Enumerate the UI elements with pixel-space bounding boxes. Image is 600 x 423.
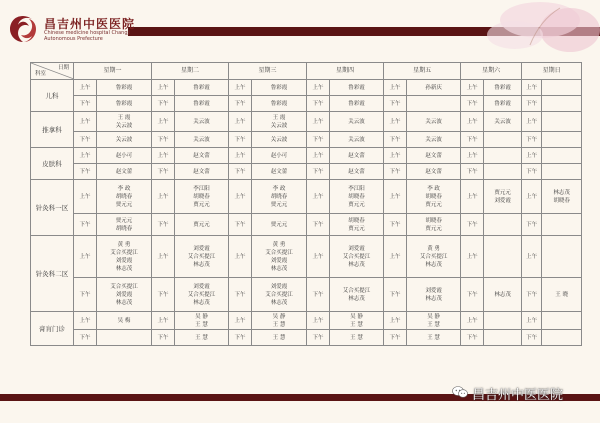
doctor-cell <box>542 236 582 278</box>
session-cell: 下午 <box>522 214 542 236</box>
session-cell: 下午 <box>229 278 252 312</box>
session-cell: 下午 <box>74 132 97 148</box>
doctor-cell: 吴 静 王 慧 <box>407 312 461 330</box>
doctor-cell: 林志茂 胡晓春 <box>542 180 582 214</box>
session-cell: 上午 <box>229 312 252 330</box>
doctor-cell <box>484 236 522 278</box>
table-row <box>31 312 582 330</box>
schedule-body <box>31 80 582 346</box>
doctor-cell: 胡晓春 贾元元 <box>407 214 461 236</box>
day-header: 星期四 <box>307 63 384 80</box>
session-cell: 下午 <box>152 132 175 148</box>
doctor-cell: 赵小可 <box>97 148 152 164</box>
doctor-cell: 刘爱霞 艾合买提江 林志茂 <box>175 236 229 278</box>
session-cell: 上午 <box>384 112 407 132</box>
doctor-cell: 黄 勇 艾合买提江 林志茂 <box>407 236 461 278</box>
session-cell: 下午 <box>307 278 330 312</box>
doctor-cell: 贾元元 <box>175 214 229 236</box>
session-cell: 上午 <box>384 180 407 214</box>
session-cell: 下午 <box>152 214 175 236</box>
doctor-cell: 吴 梅 <box>97 312 152 330</box>
doctor-cell: 李江阳 胡晓春 贾元元 <box>330 180 384 214</box>
session-cell: 下午 <box>152 164 175 180</box>
doctor-cell: 王 慧 <box>252 330 307 346</box>
doctor-cell: 黄 勇 艾合买提江 刘爱霞 林志茂 <box>252 236 307 278</box>
session-cell: 上午 <box>229 80 252 96</box>
session-cell: 上午 <box>152 236 175 278</box>
doctor-cell: 刘爱霞 林志茂 <box>407 278 461 312</box>
doctor-cell: 贾元元 胡晓春 <box>97 214 152 236</box>
wechat-watermark <box>452 383 592 401</box>
doctor-cell: 刘爱霞 艾合买提江 林志茂 <box>330 236 384 278</box>
table-row <box>31 278 582 312</box>
doctor-cell: 黄 勇 艾合买提江 刘爱霞 林志茂 <box>97 236 152 278</box>
doctor-cell <box>484 164 522 180</box>
session-cell: 上午 <box>229 148 252 164</box>
session-cell: 下午 <box>384 164 407 180</box>
hospital-name: 昌吉州中医医院 <box>44 17 136 31</box>
doctor-cell <box>542 214 582 236</box>
doctor-cell: 王 慧 <box>330 330 384 346</box>
session-cell: 上午 <box>522 312 542 330</box>
table-row <box>31 180 582 214</box>
session-cell: 下午 <box>152 330 175 346</box>
session-cell: 上午 <box>522 148 542 164</box>
table-row <box>31 148 582 164</box>
doctor-cell: 贾元元 刘爱霞 <box>484 180 522 214</box>
session-cell: 上午 <box>229 112 252 132</box>
session-cell: 下午 <box>74 214 97 236</box>
session-cell: 上午 <box>461 112 484 132</box>
day-header: 星期日 <box>522 63 582 80</box>
doctor-cell: 李 政 胡晓春 贾元元 <box>407 180 461 214</box>
day-header: 星期二 <box>152 63 229 80</box>
department-cell: 针灸科一区 <box>31 180 74 236</box>
session-cell: 上午 <box>307 112 330 132</box>
session-cell: 下午 <box>384 132 407 148</box>
day-header: 星期一 <box>74 63 152 80</box>
doctor-cell: 王 晓 <box>542 278 582 312</box>
doctor-cell: 鲁彩霞 <box>484 96 522 112</box>
schedule-table-container <box>30 62 574 346</box>
doctor-cell: 贾元元 <box>252 214 307 236</box>
doctor-cell: 李 政 胡晓春 贾元元 <box>97 180 152 214</box>
doctor-cell <box>542 132 582 148</box>
table-row <box>31 214 582 236</box>
session-cell: 上午 <box>461 80 484 96</box>
doctor-cell: 王 霞 关云波 <box>252 112 307 132</box>
doctor-cell: 王 霞 关云波 <box>97 112 152 132</box>
session-cell: 上午 <box>384 148 407 164</box>
doctor-cell <box>542 96 582 112</box>
session-cell: 下午 <box>307 330 330 346</box>
session-cell: 上午 <box>307 180 330 214</box>
session-cell: 下午 <box>229 164 252 180</box>
doctor-cell: 艾合买提江 林志茂 <box>330 278 384 312</box>
session-cell: 上午 <box>461 148 484 164</box>
session-cell: 下午 <box>152 278 175 312</box>
day-header: 星期五 <box>384 63 461 80</box>
session-cell: 下午 <box>384 96 407 112</box>
department-cell: 儿科 <box>31 80 74 112</box>
table-row <box>31 236 582 278</box>
doctor-cell: 李江阳 胡晓春 贾元元 <box>175 180 229 214</box>
session-cell: 上午 <box>461 236 484 278</box>
doctor-cell: 胡晓春 贾元元 <box>330 214 384 236</box>
doctor-cell: 林志茂 <box>484 278 522 312</box>
doctor-cell: 赵文蕾 <box>175 164 229 180</box>
schedule-table <box>30 62 582 346</box>
doctor-cell: 鲁彩霞 <box>484 80 522 96</box>
session-cell: 上午 <box>152 112 175 132</box>
doctor-cell <box>484 330 522 346</box>
session-cell: 下午 <box>384 330 407 346</box>
department-cell: 皮肤科 <box>31 148 74 180</box>
doctor-cell: 关云波 <box>175 132 229 148</box>
table-row <box>31 132 582 148</box>
session-cell: 下午 <box>522 132 542 148</box>
doctor-cell: 鲁彩霞 <box>175 80 229 96</box>
session-cell: 下午 <box>384 214 407 236</box>
doctor-cell <box>542 330 582 346</box>
day-header: 星期三 <box>229 63 307 80</box>
session-cell: 下午 <box>307 96 330 112</box>
table-row <box>31 164 582 180</box>
session-cell: 下午 <box>229 330 252 346</box>
doctor-cell <box>542 164 582 180</box>
session-cell: 下午 <box>461 214 484 236</box>
session-cell: 下午 <box>307 164 330 180</box>
flower-decoration <box>420 0 600 60</box>
session-cell: 下午 <box>74 96 97 112</box>
doctor-cell: 关云波 <box>330 132 384 148</box>
session-cell: 下午 <box>522 164 542 180</box>
doctor-cell: 鲁彩霞 <box>252 80 307 96</box>
doctor-cell <box>407 96 461 112</box>
session-cell: 上午 <box>522 80 542 96</box>
doctor-cell: 关云波 <box>252 132 307 148</box>
session-cell: 下午 <box>522 96 542 112</box>
session-cell: 下午 <box>307 132 330 148</box>
session-cell: 下午 <box>74 164 97 180</box>
doctor-cell <box>542 148 582 164</box>
doctor-cell <box>542 80 582 96</box>
doctor-cell: 关云波 <box>330 112 384 132</box>
session-cell: 下午 <box>229 96 252 112</box>
table-header-row <box>31 63 582 80</box>
session-cell: 上午 <box>461 180 484 214</box>
session-cell: 上午 <box>307 236 330 278</box>
session-cell: 上午 <box>152 312 175 330</box>
session-cell: 上午 <box>384 236 407 278</box>
doctor-cell: 关云波 <box>484 112 522 132</box>
doctor-cell: 吴 静 王 慧 <box>330 312 384 330</box>
doctor-cell: 刘爱霞 艾合买提江 林志茂 <box>252 278 307 312</box>
table-row <box>31 96 582 112</box>
session-cell: 下午 <box>74 278 97 312</box>
session-cell: 下午 <box>522 278 542 312</box>
session-cell: 上午 <box>229 236 252 278</box>
doctor-cell: 鲁彩霞 <box>252 96 307 112</box>
session-cell: 上午 <box>384 80 407 96</box>
session-cell: 上午 <box>229 180 252 214</box>
session-cell: 上午 <box>74 148 97 164</box>
session-cell: 上午 <box>384 312 407 330</box>
doctor-cell: 鲁彩霞 <box>175 96 229 112</box>
doctor-cell <box>484 312 522 330</box>
table-row <box>31 112 582 132</box>
doctor-cell: 孙新庆 <box>407 80 461 96</box>
session-cell: 上午 <box>152 80 175 96</box>
doctor-cell: 关云波 <box>407 132 461 148</box>
doctor-cell: 赵文蕾 <box>175 148 229 164</box>
department-cell: 膏肓门诊 <box>31 312 74 346</box>
session-cell: 下午 <box>461 132 484 148</box>
doctor-cell: 赵文蕾 <box>407 164 461 180</box>
session-cell: 上午 <box>307 148 330 164</box>
session-cell: 上午 <box>522 236 542 278</box>
hospital-name-en: Chinese medicine hospital Changji Autonomous Prefecture <box>44 30 131 42</box>
doctor-cell: 赵文蕾 <box>97 164 152 180</box>
doctor-cell: 鲁彩霞 <box>97 80 152 96</box>
doctor-cell: 鲁彩霞 <box>330 80 384 96</box>
table-row <box>31 80 582 96</box>
session-cell: 上午 <box>307 80 330 96</box>
doctor-cell: 关云波 <box>407 112 461 132</box>
session-cell: 下午 <box>461 330 484 346</box>
doctor-cell: 赵文蕾 <box>252 164 307 180</box>
wechat-icon <box>452 385 468 399</box>
session-cell: 上午 <box>461 312 484 330</box>
session-cell: 下午 <box>384 278 407 312</box>
doctor-cell: 鲁彩霞 <box>97 96 152 112</box>
doctor-cell: 赵小可 <box>252 148 307 164</box>
doctor-cell: 关云波 <box>175 112 229 132</box>
session-cell: 下午 <box>307 214 330 236</box>
doctor-cell: 吴 静 王 慧 <box>252 312 307 330</box>
hospital-emblem-icon <box>8 14 38 44</box>
session-cell: 下午 <box>229 214 252 236</box>
doctor-cell <box>484 148 522 164</box>
wechat-account-name: 昌吉州中医医院 <box>472 388 564 403</box>
doctor-cell <box>97 330 152 346</box>
doctor-cell: 吴 静 王 慧 <box>175 312 229 330</box>
doctor-cell: 王 慧 <box>407 330 461 346</box>
doctor-cell: 鲁彩霞 <box>330 96 384 112</box>
department-cell: 针灸科二区 <box>31 236 74 312</box>
doctor-cell <box>484 132 522 148</box>
session-cell: 下午 <box>461 164 484 180</box>
session-cell: 上午 <box>152 148 175 164</box>
session-cell: 上午 <box>307 312 330 330</box>
session-cell: 下午 <box>522 330 542 346</box>
session-cell: 下午 <box>461 96 484 112</box>
doctor-cell <box>542 112 582 132</box>
doctor-cell: 王 慧 <box>175 330 229 346</box>
session-cell: 下午 <box>229 132 252 148</box>
session-cell: 上午 <box>74 112 97 132</box>
session-cell: 下午 <box>461 278 484 312</box>
session-cell: 下午 <box>152 96 175 112</box>
doctor-cell: 刘爱霞 艾合买提江 林志茂 <box>175 278 229 312</box>
doctor-cell <box>484 214 522 236</box>
session-cell: 上午 <box>522 112 542 132</box>
doctor-cell: 赵文蕾 <box>407 148 461 164</box>
doctor-cell: 艾合买提江 刘爱霞 林志茂 <box>97 278 152 312</box>
doctor-cell: 关云波 <box>97 132 152 148</box>
doctor-cell: 赵文蕾 <box>330 164 384 180</box>
session-cell: 上午 <box>522 180 542 214</box>
session-cell: 上午 <box>74 236 97 278</box>
department-cell: 推拿科 <box>31 112 74 148</box>
session-cell: 上午 <box>74 80 97 96</box>
corner-date-label: 日期 <box>57 65 69 71</box>
session-cell: 上午 <box>74 180 97 214</box>
session-cell: 上午 <box>152 180 175 214</box>
table-row <box>31 330 582 346</box>
corner-header <box>31 63 74 80</box>
doctor-cell: 赵文蕾 <box>330 148 384 164</box>
day-header: 星期六 <box>461 63 522 80</box>
session-cell: 下午 <box>74 330 97 346</box>
hospital-logo <box>6 12 156 48</box>
corner-dept-label: 科室 <box>35 71 47 77</box>
doctor-cell <box>542 312 582 330</box>
doctor-cell: 李 政 胡晓春 贾元元 <box>252 180 307 214</box>
session-cell: 上午 <box>74 312 97 330</box>
